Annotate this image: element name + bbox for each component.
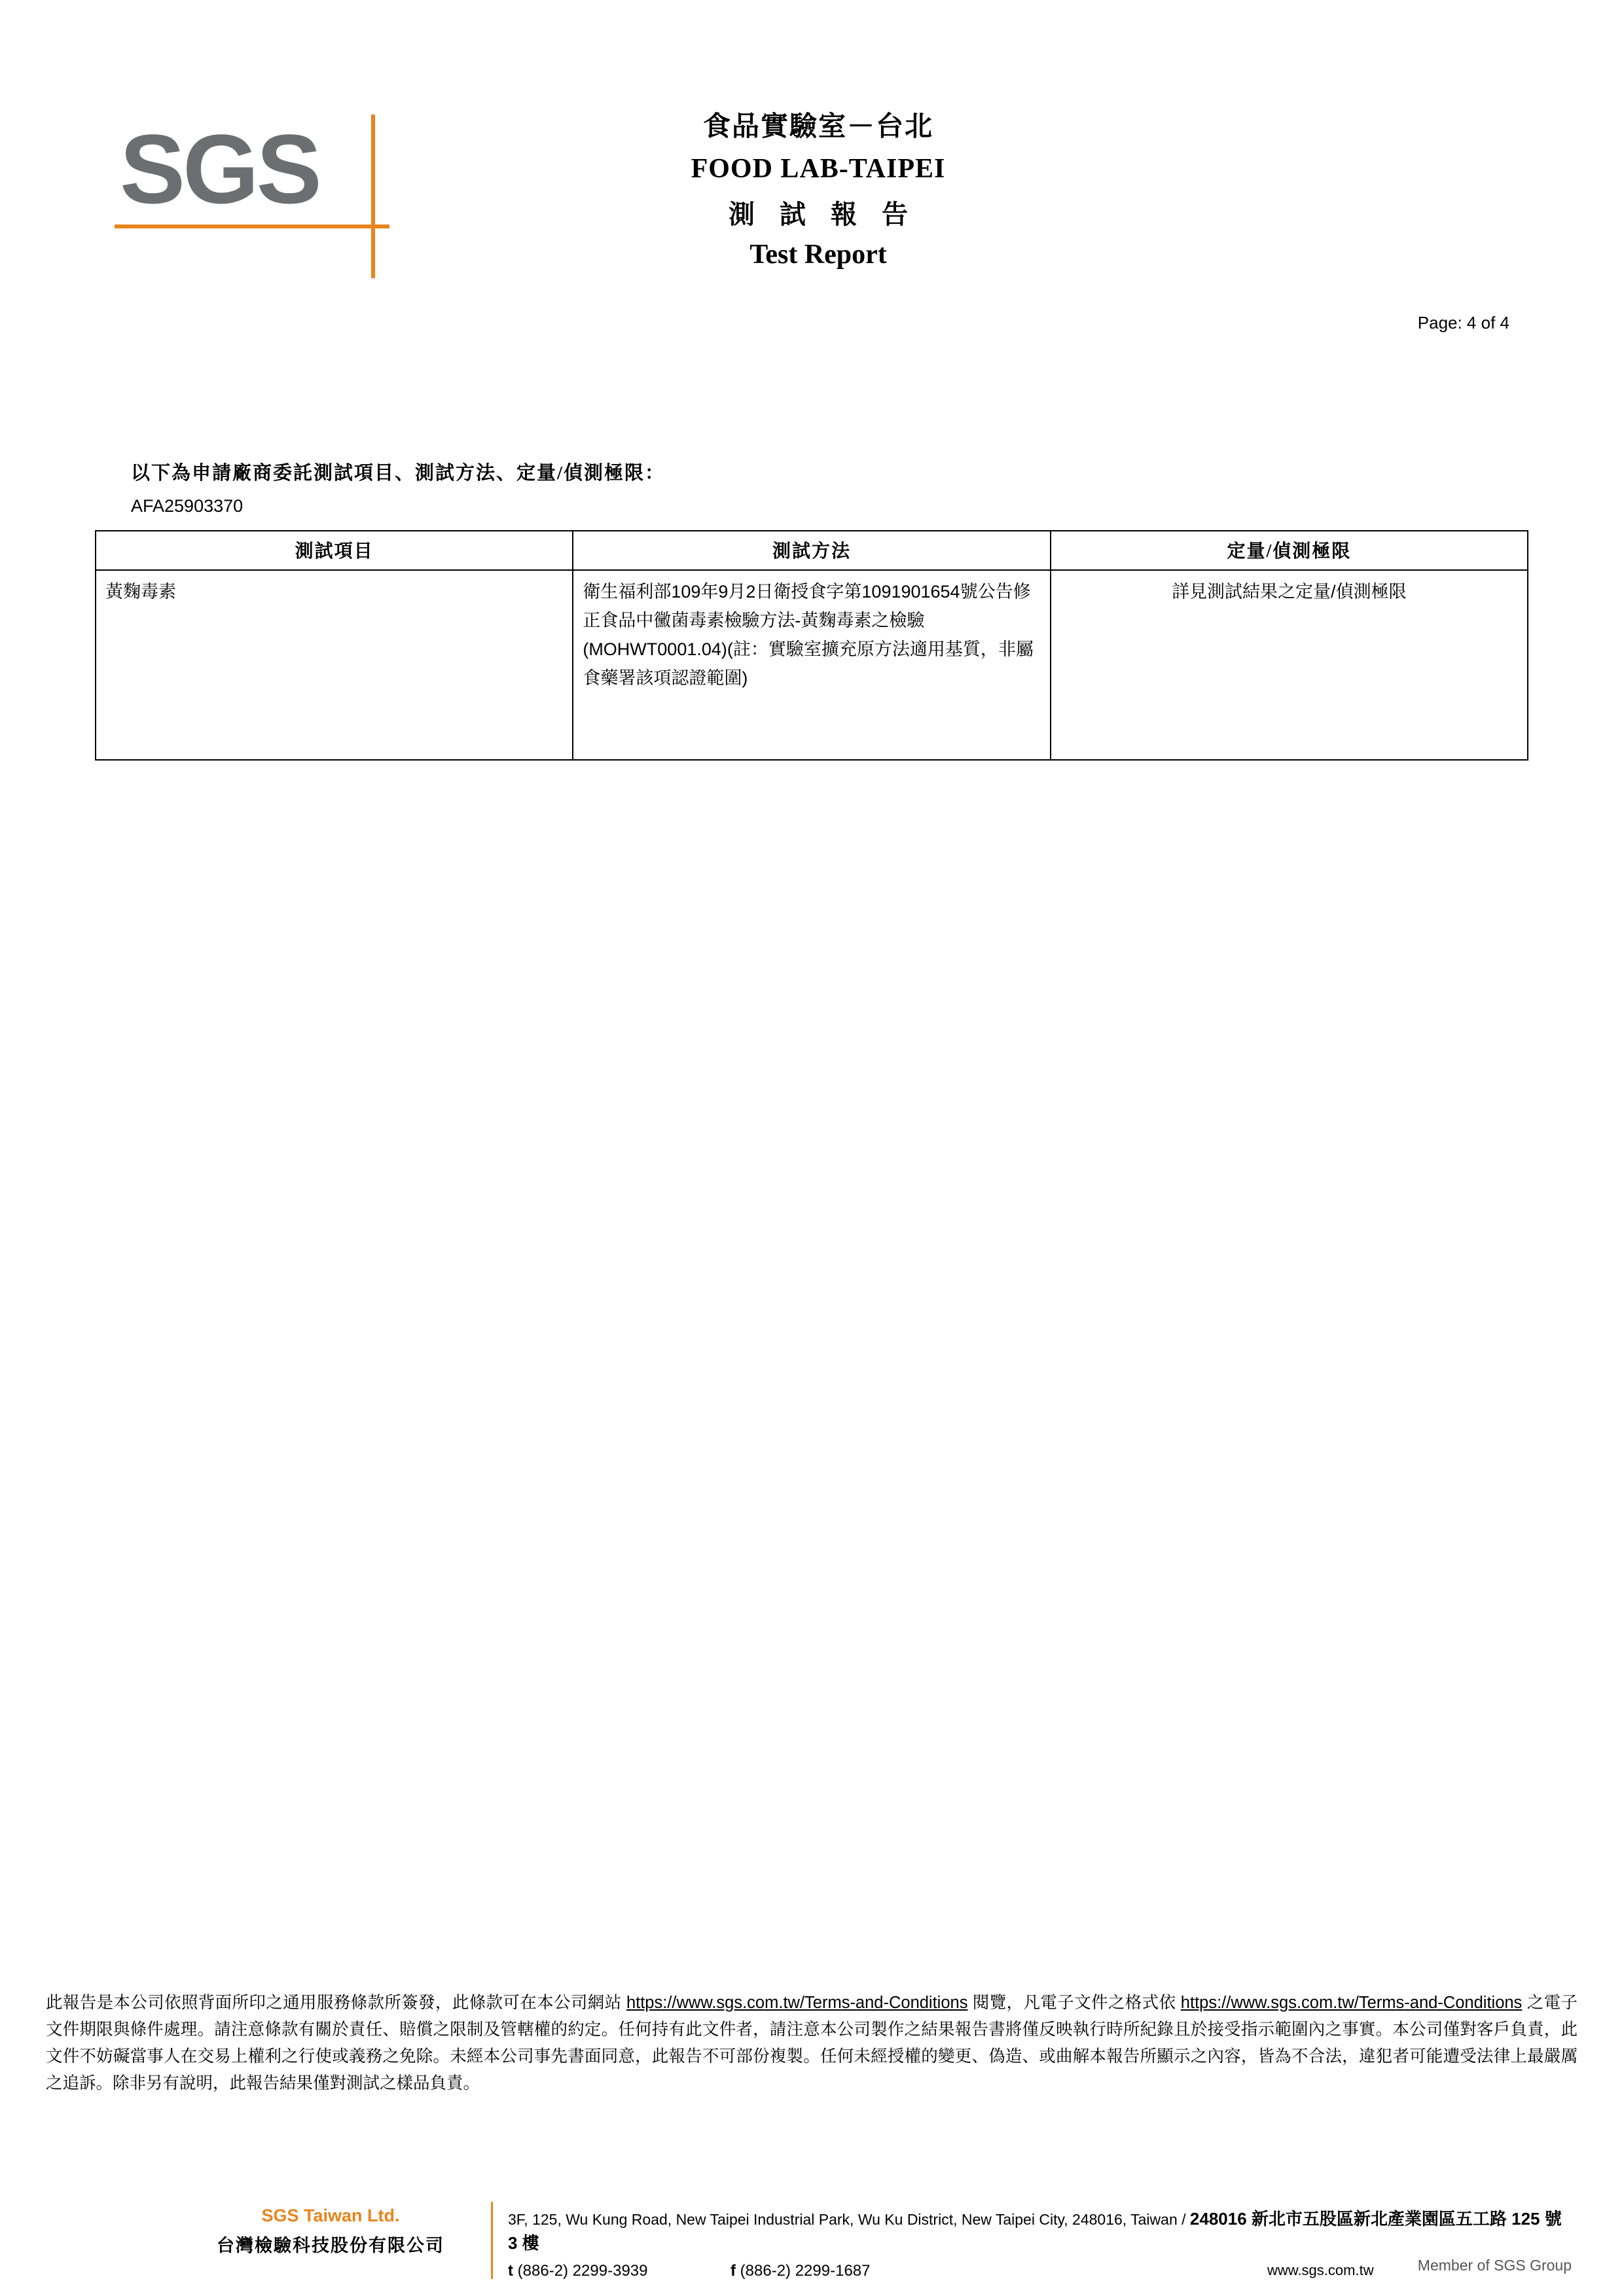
cell-test-item: 黃麴毒素 [96, 570, 573, 760]
telephone [508, 2262, 647, 2280]
company-phone-row [508, 2262, 1568, 2284]
company-name-cn: 台灣檢驗科技股份有限公司 [217, 2236, 444, 2255]
sgs-logo-text: SGS [120, 114, 319, 224]
document-title-en: Test Report [749, 240, 887, 270]
cell-detection-limit: 詳見測試結果之定量/偵測極限 [1051, 570, 1528, 760]
company-contact-details [508, 2206, 1568, 2284]
document-title-cn: 測 試 報 告 [729, 200, 917, 229]
column-header-method: 測試方法 [573, 531, 1050, 570]
page-number: Page: 4 of 4 [1417, 313, 1509, 332]
footer-contact-block [46, 2206, 1578, 2284]
lab-name-cn: 食品實驗室－台北 [702, 112, 933, 142]
company-identity [177, 2206, 484, 2257]
report-number: AFA25903370 [131, 496, 244, 516]
table-header-row [96, 531, 1528, 570]
sgs-logo [115, 115, 389, 239]
terms-text-part1: 此報告是本公司依照背面所印之通用服務條款所簽發，此條款可在本公司網站 [46, 1994, 626, 2012]
column-header-item: 測試項目 [96, 531, 573, 570]
lab-name-en: FOOD LAB-TAIPEI [691, 154, 946, 184]
terms-link-1[interactable]: https://www.sgs.com.tw/Terms-and-Conditions [626, 1994, 968, 2012]
logo-vertical-bar [371, 115, 375, 278]
cell-test-method: 衛生福利部109年9月2日衛授食字第1091901654號公告修正食品中黴菌毒素檢驗方法-黃麴毒素之檢驗(MOHWT0001.04)(註：實驗室擴充原方法適用基質，非屬食藥署該項認證範圍) [573, 570, 1050, 760]
telephone-value: (886-2) 2299-3939 [517, 2262, 648, 2280]
terms-and-conditions-text [46, 1990, 1578, 2097]
company-address [508, 2206, 1568, 2254]
section-heading: 以下為申請廠商委託測試項目、測試方法、定量/偵測極限： [131, 463, 666, 484]
column-header-limit: 定量/偵測極限 [1051, 531, 1528, 570]
report-header [0, 0, 1624, 332]
table-row [96, 570, 1528, 760]
company-address-cn: 248016 新北市五股區新北產業園區五工路 125 號 3 樓 [508, 2209, 1562, 2253]
member-of-sgs-group-note: Member of SGS Group [1417, 2257, 1572, 2274]
fax-value: (886-2) 2299-1687 [740, 2262, 871, 2280]
company-name-en: SGS Taiwan Ltd. [261, 2206, 400, 2225]
test-items-table [95, 530, 1528, 761]
telephone-label: t [508, 2262, 513, 2280]
report-title-block [589, 105, 1047, 270]
logo-horizontal-bar [115, 224, 389, 228]
fax [731, 2262, 870, 2280]
terms-text-part3: 之電子文件期限與條件處理。請注意條款有關於責任、賠償之限制及管轄權的約定。任何持有此文件者，請注意本公司製作之結果報告書將僅反映執行時所紀錄且於接受指示範圍內之事實。本公司僅對客戶負責，此文件不妨礙當事人在交易上權利之行使或義務之免除。未經本公司事先書面同意，此報告不可部份複製。任何未經授權的變更、偽造、或曲解本報告所顯示之內容，皆為不合法，違犯者可能遭受法律上最嚴厲之追訴。除非另有說明，此報告結果僅對測試之樣品負責。 [46, 1994, 1578, 2092]
company-address-en: 3F, 125, Wu Kung Road, New Taipei Industrial Park, Wu Ku District, New Taipei City, 248016, Taiwan / [508, 2211, 1186, 2228]
terms-text-part2: 閱覽，凡電子文件之格式依 [967, 1994, 1181, 2012]
footer-divider [491, 2202, 493, 2279]
terms-link-2[interactable]: https://www.sgs.com.tw/Terms-and-Conditions [1180, 1994, 1523, 2012]
company-website[interactable]: www.sgs.com.tw [1267, 2262, 1374, 2278]
fax-label: f [731, 2262, 736, 2280]
